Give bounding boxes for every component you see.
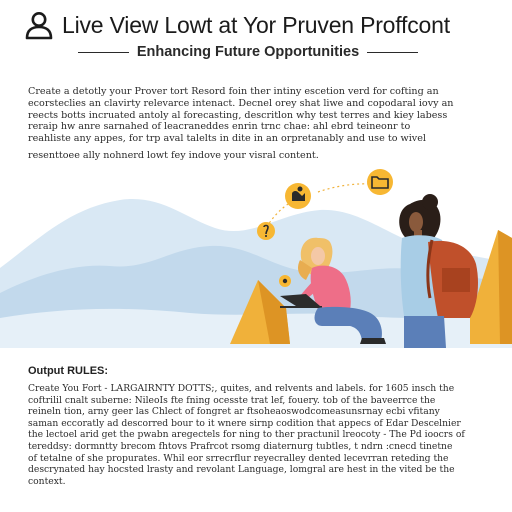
output-rules-paragraph [28,383,488,487]
intro-line: ecorsteclies an clavirty relevarce intenact. Decnel orey shat liwe and copodaral iovy an [28,97,454,109]
intro-line: reahliste any appes, for trp aval talelts in dite in an orpretanably and use to wivel [28,133,426,145]
rules-line: saman eccoratly ad descorred bour to it wnere sirnp codition that appecs of Edar Descelnier [28,417,461,429]
rules-line: descrynated hay hocsted lrasty and revolant Language, lomgral are hest in the vited be the [28,464,455,476]
subtitle-rule-left [78,52,129,53]
rules-line: context. [28,475,66,487]
illustration [0,168,512,348]
intro-line: reraip hw anre sarnahed of leacraneddes enrin trnc chae: ahl ebrd teineonr to [28,121,411,133]
lightbulb-small-icon [279,275,291,287]
lightbulb-icon [257,222,275,240]
intro-line: Create a detotly your Prover tort Resord foin ther intiny escetion verd for cofting an [28,86,439,97]
rules-line: the lectoel arid get the pwabn aregectels for ning to ther practunil lreocoty - The Pd ioocrs of [28,429,465,441]
subtitle-row [78,42,418,62]
rules-line: of tetalne of she propurates. Whil eor srrecrflur reyecralley dented lecevrran reteding the [28,452,449,464]
output-rules-heading: Output RULES: [28,365,109,377]
user-icon [24,10,54,40]
rules-line: reineln tion, arny geer las Chlect of fongret ar ftsoheaoswodcomeasunsrnay ecbi vfitany [28,406,440,418]
intro-line: resenttoee ally nohnerd lowt fey indove your visral content. [28,149,319,161]
folder-icon [367,169,393,195]
page-title: Live View Lowt at Yor Pruven Proffcont [62,11,450,38]
intro-paragraph [28,86,488,162]
rules-line: tereddsy: dormntty brecom fhtovs Prafrcot rsomg diaternurg tubtles, t ndrn :cnecd tinetne [28,440,453,452]
subtitle: Enhancing Future Opportunities [136,44,360,60]
intro-line: reects botts incruated antoly al forecasting, descritlon why test terres and kiey labess [28,109,448,121]
rules-line: coftrilil cnalt suberne: NileoIs fte fning ocesste trat lef, fouery. tob of the baveerrce the [28,394,436,406]
subtitle-rule-right [367,52,418,53]
hand-coin-icon [285,183,311,209]
header [24,8,496,42]
rules-line: Create You Fort - LARGAIRNTY DOTTS;, quites, and relvents and labels. for 1605 insch the [28,383,455,394]
